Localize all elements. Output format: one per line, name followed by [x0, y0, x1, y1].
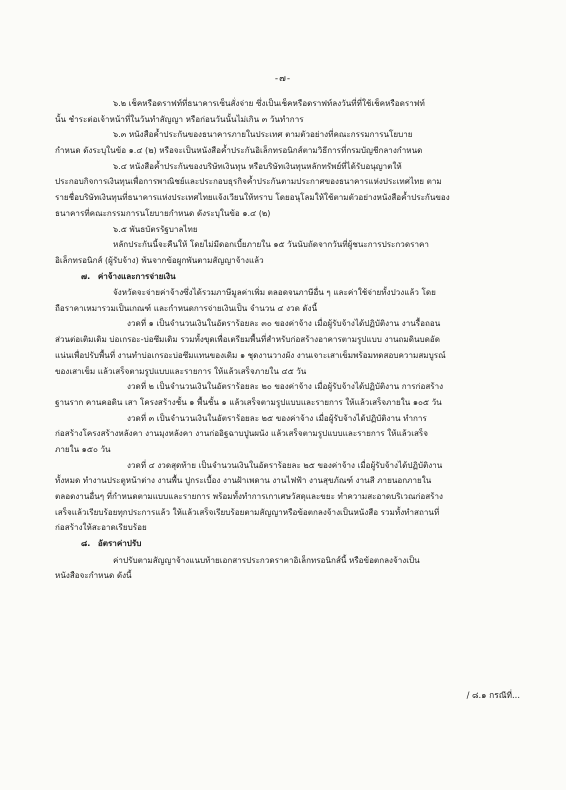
installment-4-line-3: ตลอดงานอื่นๆ ที่กำหนดตามแบบและรายการ พร้อมทั้งทำการเกาเศษวัสดุและขยะ ทำความสะอาดบริเวณก่อสร้าง: [55, 491, 444, 501]
installment-3-line-3: ภายใน ๑๕๐ วัน: [55, 443, 111, 454]
section-8-number: ๘.: [81, 538, 91, 549]
clause-6-4-line-4: ธนาคารที่คณะกรรมการนโยบายกำหนด ดังระบุในข้อ ๑.๔ (๒): [55, 207, 271, 218]
installment-4-line-2: ทั้งหมด ทำงานประตูหน้าต่าง งานพื้น ปูกระเบื้อง งานฝ้าเพดาน งานไฟฟ้า งานสุขภัณฑ์ งานสี ภายนอกภายใน: [55, 475, 432, 486]
document-body: [55, 96, 515, 584]
section-7-title: ค่าจ้างและการจ่ายเงิน: [97, 270, 176, 281]
section-7-number: ๗.: [81, 270, 91, 281]
clause-6-4-line-3: รายชื่อบริษัทเงินทุนที่ธนาคารแห่งประเทศไทยแจ้งเวียนให้ทราบ โดยอนุโลมให้ใช้ตามตัวอย่างหนังสือค้ำประกันของ: [55, 192, 450, 203]
installment-1-line-1: งวดที่ ๑ เป็นจำนวนเงินในอัตราร้อยละ ๓๐ ของค่าจ้าง เมื่อผู้รับจ้างได้ปฏิบัติงาน งานรื้อถอน: [127, 318, 441, 329]
section-8-heading: [81, 536, 515, 550]
installment-1-line-4: ของเสาเข็ม แล้วเสร็จตามรูปแบบและรายการ ให้แล้วเสร็จภายใน ๔๕ วัน: [55, 365, 307, 376]
clause-6-3-line-2: กำหนด ดังระบุในข้อ ๑.๔ (๒) หรือจะเป็นหนังสือค้ำประกันอิเล็กทรอนิกส์ตามวิธีการที่กรมบัญชีกลางกำหนด: [55, 145, 423, 156]
continuation-note: / ๘.๑ กรณีที่...: [466, 690, 520, 700]
section-7-intro-line-1: จังหวัดจะจ่ายค่าจ้างซึ่งได้รวมภาษีมูลค่าเพิ่ม ตลอดจนภาษีอื่น ๆ และค่าใช้จ่ายทั้งปวงแล้ว โดย: [113, 287, 436, 298]
section-7-intro-line-2: ถือราคาเหมารวมเป็นเกณฑ์ และกำหนดการจ่ายเงินเป็น จำนวน ๔ งวด ดังนี้: [55, 302, 318, 313]
installment-2-line-1: งวดที่ ๒ เป็นจำนวนเงินในอัตราร้อยละ ๒๐ ของค่าจ้าง เมื่อผู้รับจ้างได้ปฏิบัติงาน การก่อสร้าง: [127, 381, 444, 392]
installment-4-line-5: ก่อสร้างให้สะอาดเรียบร้อย: [55, 522, 147, 533]
guarantee-return-line-1: หลักประกันนี้จะคืนให้ โดยไม่มีดอกเบี้ยภายใน ๑๕ วันนับถัดจากวันที่ผู้ชนะการประกวดราคา: [113, 239, 429, 250]
clause-6-3-line-1: ๖.๓ หนังสือค้ำประกันของธนาคารภายในประเทศ ตามตัวอย่างที่คณะกรรมการนโยบาย: [113, 129, 413, 140]
installment-1-line-3: แน่นเพื่อปรับพื้นที่ งานทำบ่อเกรอะบ่อซึมแทนของเดิม ๑ ชุดงานวางผัง งานเจาะเสาเข็มพร้อมทดสอบความสมบูรณ์: [55, 349, 446, 360]
installment-1-line-2: ส่วนต่อเติมเดิม บ่อเกรอะ-บ่อซึมเดิม รวมทั้งขุดเพื่อเตรียมพื้นที่สำหรับก่อสร้างอาคารตามรูปแบบ งานถมดินบดอัด: [55, 334, 441, 345]
installment-3-line-2: ก่อสร้างโครงสร้างหลังคา งานมุงหลังคา งานก่ออิฐฉาบปูนผนัง แล้วเสร็จตามรูปแบบและรายการ ให้แล้วเสร็จ: [55, 428, 429, 439]
section-8-title: อัตราค่าปรับ: [97, 538, 142, 549]
clause-6-5: ๖.๕ พันธบัตรรัฐบาลไทย: [113, 223, 198, 234]
clause-6-4-line-1: ๖.๔ หนังสือค้ำประกันของบริษัทเงินทุน หรือบริษัทเงินทุนหลักทรัพย์ที่ได้รับอนุญาตให้: [113, 160, 402, 171]
section-7-heading: [81, 269, 515, 283]
installment-2-line-2: ฐานราก คานคอดิน เสา โครงสร้างชั้น ๑ พื้นชั้น ๑ แล้วเสร็จตามรูปแบบและรายการ ให้แล้วเสร็จภายใน ๑๐๕ วัน: [55, 396, 442, 407]
section-8-line-2: หนังสือจะกำหนด ดังนี้: [55, 570, 132, 581]
installment-3-line-1: งวดที่ ๓ เป็นจำนวนเงินในอัตราร้อยละ ๒๕ ของค่าจ้าง เมื่อผู้รับจ้างได้ปฏิบัติงาน ทำการ: [127, 412, 427, 423]
guarantee-return-line-2: อิเล็กทรอนิกส์ (ผู้รับจ้าง) พ้นจากข้อผูกพันตามสัญญาจ้างแล้ว: [55, 254, 264, 265]
clause-6-2-line-1: ๖.๒ เช็คหรือดราฟท์ที่ธนาคารเซ็นสั่งจ่าย ซึ่งเป็นเช็คหรือดราฟท์ลงวันที่ที่ใช้เช็คหรือดราฟท์: [113, 98, 425, 108]
installment-4-line-1: งวดที่ ๔ งวดสุดท้าย เป็นจำนวนเงินในอัตราร้อยละ ๒๕ ของค่าจ้าง เมื่อผู้รับจ้างได้ปฏิบัติงาน: [127, 459, 443, 470]
section-8-line-1: ค่าปรับตามสัญญาจ้างแนบท้ายเอกสารประกวดราคาอิเล็กทรอนิกส์นี้ หรือข้อตกลงจ้างเป็น: [113, 554, 420, 565]
clause-6-4-line-2: ประกอบกิจการเงินทุนเพื่อการพาณิชย์และประกอบธุรกิจค้ำประกันตามประกาศของธนาคารแห่งประเทศไทย ตาม: [55, 176, 442, 187]
clause-6-2-line-2: นั้น ชำระต่อเจ้าหน้าที่ในวันทำสัญญา หรือก่อนวันนั้นไม่เกิน ๓ วันทำการ: [55, 113, 304, 124]
page-number: -๗-: [274, 74, 292, 84]
installment-4-line-4: เสร็จแล้วเรียบร้อยทุกประการแล้ว ให้แล้วเสร็จเรียบร้อยตามสัญญาหรือข้อตกลงจ้างเป็นหนังสือ รวมทั้งทำสถานที่: [55, 506, 440, 517]
